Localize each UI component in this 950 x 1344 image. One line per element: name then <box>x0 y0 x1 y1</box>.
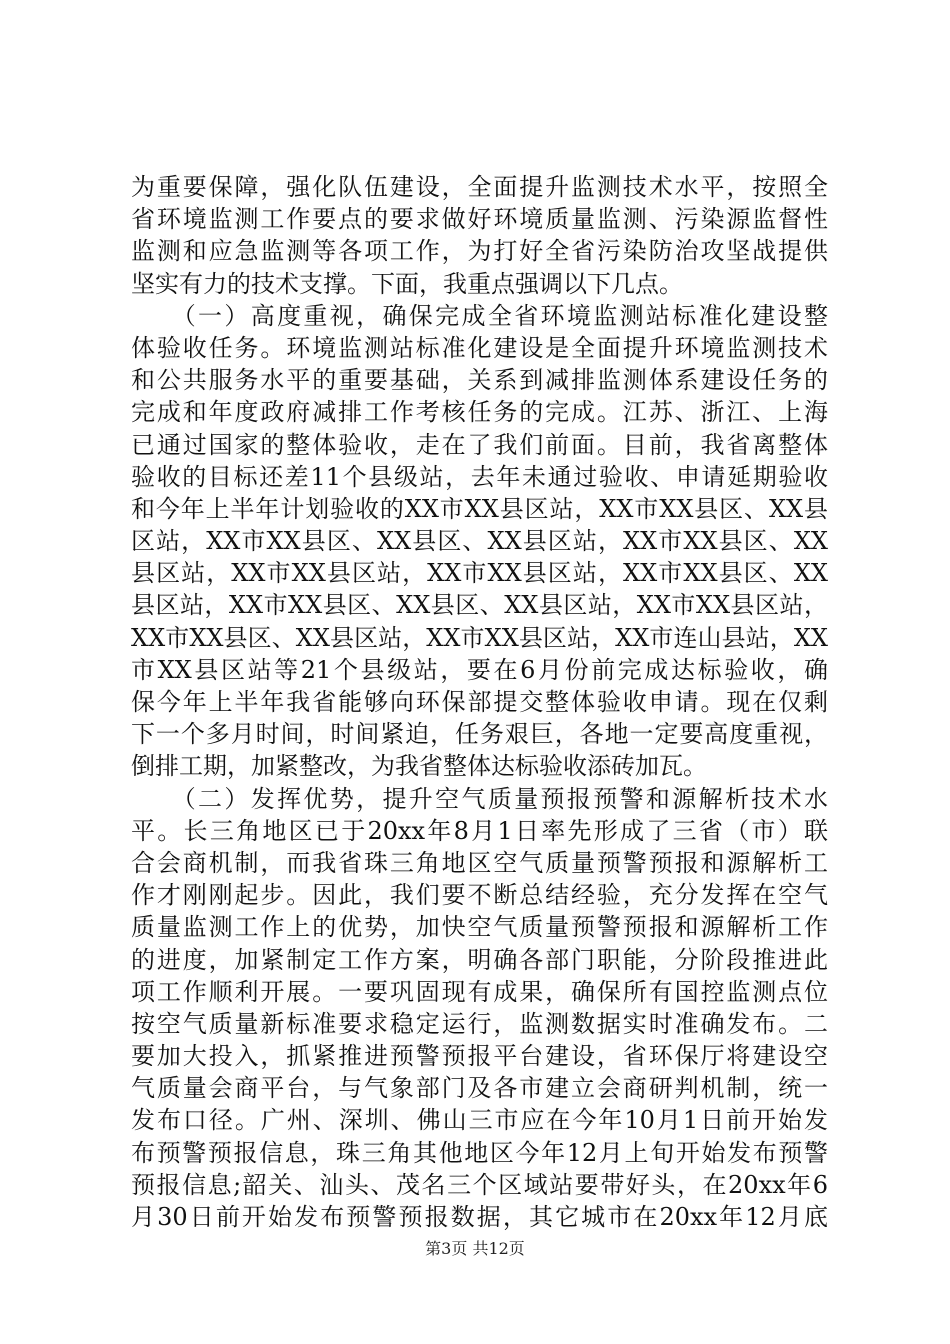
text-line: 作才刚刚起步。因此，我们要不断总结经验，充分发挥在空气 <box>131 881 828 910</box>
text-line: 为重要保障，强化队伍建设，全面提升监测技术水平，按照全 <box>131 173 828 201</box>
text-line: 要加大投入，抓紧推进预警预报平台建设，省环保厅将建设空 <box>131 1042 828 1071</box>
text-line: 月30日前开始发布预警预报数据，其它城市在20xx年12月底 <box>131 1203 828 1231</box>
text-line: （二）发挥优势，提升空气质量预报预警和源解析技术水 <box>131 784 828 813</box>
text-line: 验收的目标还差11个县级站，去年未通过验收、申请延期验收 <box>131 462 828 491</box>
text-line: 发布口径。广州、深圳、佛山三市应在今年10月1日前开始发 <box>131 1106 828 1135</box>
text-line: 县区站，XX市XX县区站，XX市XX县区站，XX市XX县区、XX <box>131 559 828 588</box>
text-line: 和今年上半年计划验收的XX市XX县区站，XX市XX县区、XX县 <box>131 494 828 523</box>
text-line: 保今年上半年我省能够向环保部提交整体验收申请。现在仅剩 <box>131 688 828 716</box>
text-line: 省环境监测工作要点的要求做好环境质量监测、污染源监督性 <box>131 205 828 234</box>
text-line: 区站，XX市XX县区、XX县区、XX县区站，XX市XX县区、XX <box>131 527 828 556</box>
text-line: 合会商机制，而我省珠三角地区空气质量预警预报和源解析工 <box>131 848 828 877</box>
text-line: 市XX县区站等21个县级站，要在6月份前完成达标验收，确 <box>131 655 828 684</box>
text-line: 布预警预报信息，珠三角其他地区今年12月上旬开始发布预警 <box>131 1138 828 1167</box>
text-line: 的进度，加紧制定工作方案，明确各部门职能，分阶段推进此 <box>131 945 828 974</box>
page-footer <box>0 1239 950 1259</box>
text-line: 平。长三角地区已于20xx年8月1日率先形成了三省（市）联 <box>131 816 828 845</box>
text-line: 质量监测工作上的优势，加快空气质量预警预报和源解析工作 <box>131 913 828 942</box>
text-line: 完成和年度政府减排工作考核任务的完成。江苏、浙江、上海 <box>131 398 828 427</box>
text-line: 和公共服务水平的重要基础，关系到减排监测体系建设任务的 <box>131 366 828 395</box>
text-line: 县区站，XX市XX县区、XX县区、XX县区站，XX市XX县区站， <box>131 591 828 620</box>
document-body <box>131 171 828 1233</box>
text-line: 监测和应急监测等各项工作，为打好全省污染防治攻坚战提供 <box>131 237 828 266</box>
text-line: 下一个多月时间，时间紧迫，任务艰巨，各地一定要高度重视， <box>131 720 828 749</box>
text-line: 体验收任务。环境监测站标准化建设是全面提升环境监测技术 <box>131 333 828 362</box>
text-line: 项工作顺利开展。一要巩固现有成果，确保所有国控监测点位 <box>131 977 828 1006</box>
text-line: 倒排工期，加紧整改，为我省整体达标验收添砖加瓦。 <box>131 752 707 781</box>
text-line: 已通过国家的整体验收，走在了我们前面。目前，我省离整体 <box>131 430 828 459</box>
text-line: 按空气质量新标准要求稳定运行，监测数据实时准确发布。二 <box>131 1009 828 1038</box>
text-line: （一）高度重视，确保完成全省环境监测站标准化建设整 <box>131 301 828 330</box>
page-number: 第3页 共12页 <box>425 1239 525 1258</box>
text-line: XX市XX县区、XX县区站，XX市XX县区站，XX市连山县站，XX <box>131 623 828 652</box>
text-line: 坚实有力的技术支撑。下面，我重点强调以下几点。 <box>131 269 683 298</box>
text-line: 预报信息;韶关、汕头、茂名三个区域站要带好头，在20xx年6 <box>131 1170 828 1199</box>
text-line: 气质量会商平台，与气象部门及各市建立会商研判机制，统一 <box>131 1074 828 1103</box>
